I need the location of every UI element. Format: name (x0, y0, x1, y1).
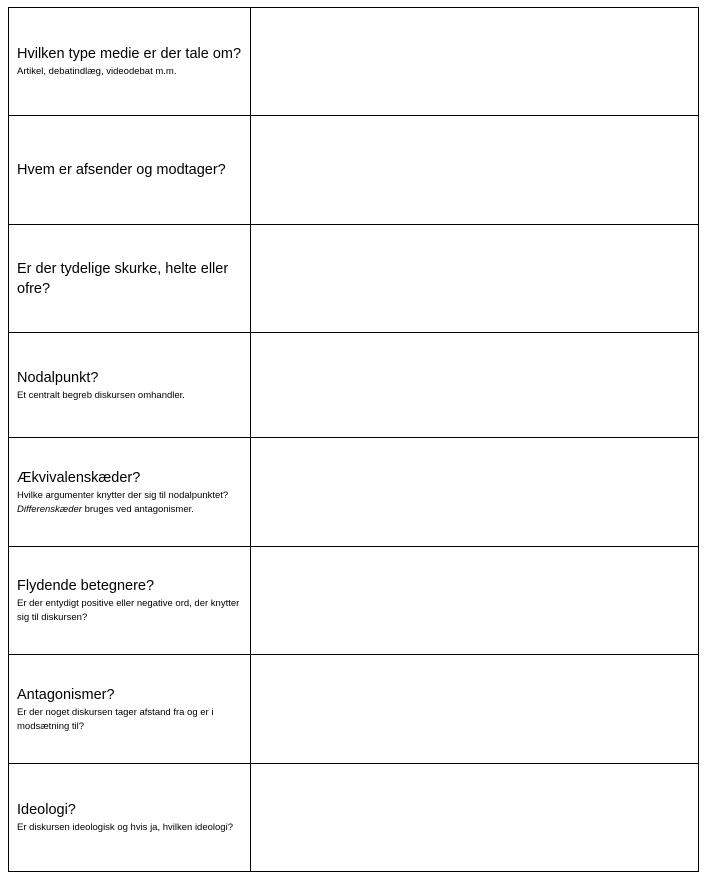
question-cell-antagonisms (9, 655, 251, 764)
answer-cell-antagonisms[interactable] (251, 655, 699, 764)
question-hint: Artikel, debatindlæg, videodebat m.m. (17, 66, 177, 77)
answer-cell-sender-receiver[interactable] (251, 116, 699, 225)
question-cell-ideology (9, 764, 251, 872)
answer-cell-ideology[interactable] (251, 764, 699, 872)
question-hint-secondary (17, 503, 242, 517)
answer-cell-floating-signifiers[interactable] (251, 547, 699, 655)
answer-cell-nodal-point[interactable] (251, 333, 699, 438)
table-row (9, 116, 699, 225)
question-title: Hvem er afsender og modtager? (17, 162, 226, 178)
question-title: Hvilken type medie er der tale om? (17, 46, 242, 62)
table-row (9, 764, 699, 872)
question-title: Nodalpunkt? (17, 369, 99, 386)
question-cell-floating-signifiers (9, 547, 251, 655)
question-cell-villains-heroes (9, 225, 251, 333)
question-cell-sender-receiver (9, 116, 251, 225)
question-title: Flydende betegnere? (17, 578, 155, 594)
question-hint-italic-term: Differenskæder (17, 503, 82, 515)
question-hint: Er der noget diskursen tager afstand fra og er i modsætning til? (17, 706, 214, 732)
question-cell-nodal-point (9, 333, 251, 438)
table-row (9, 438, 699, 547)
question-cell-equivalence-chains (9, 438, 251, 547)
question-title: Ækvivalenskæder? (17, 469, 141, 486)
analysis-worksheet-table (8, 7, 699, 872)
answer-cell-villains-heroes[interactable] (251, 225, 699, 333)
question-hint: Hvilke argumenter knytter der sig til nodalpunktet? (17, 489, 229, 501)
answer-cell-media-type[interactable] (251, 8, 699, 116)
question-hint: Et centralt begreb diskursen omhandler. (17, 389, 185, 401)
answer-cell-equivalence-chains[interactable] (251, 438, 699, 547)
question-hint: Er diskursen ideologisk og hvis ja, hvilken ideologi? (17, 822, 233, 833)
question-hint: Er der entydigt positive eller negative ord, der knytter sig til diskursen? (17, 598, 240, 623)
table-row (9, 547, 699, 655)
question-title: Ideologi? (17, 802, 76, 818)
table-row (9, 333, 699, 438)
question-cell-media-type (9, 8, 251, 116)
table-row (9, 225, 699, 333)
table-row (9, 8, 699, 116)
question-title: Antagonismer? (17, 686, 115, 703)
table-row (9, 655, 699, 764)
question-hint-rest: bruges ved antagonismer. (81, 503, 194, 515)
question-title: Er der tydelige skurke, helte eller ofre? (17, 260, 229, 297)
